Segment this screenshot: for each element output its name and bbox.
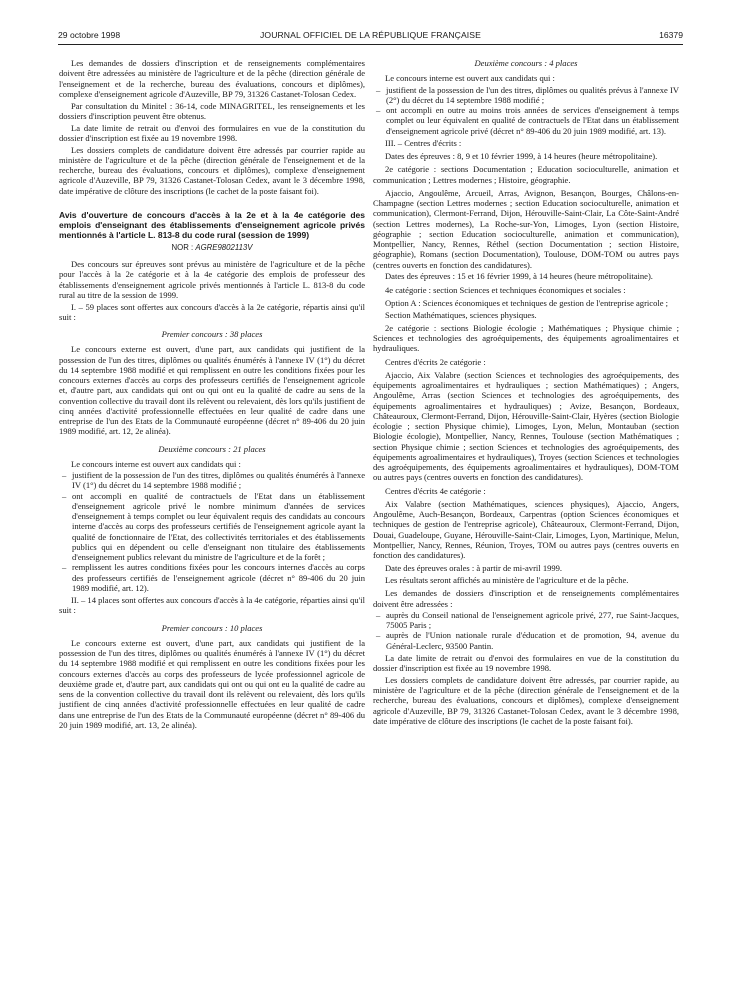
paragraph: Des concours sur épreuves sont prévus au ministère de l'agriculture et de la pêche pour l'accès à la 2e catégorie et à la 4e catégorie des emplois de professeur des établissements d'enseignement agricole privés mentionnés à l'article L. 813-8 du code rural au titre de la session de 1999. [59, 259, 365, 300]
paragraph: Option A : Sciences économiques et techniques de gestion de l'entreprise agricole ; [385, 297, 669, 308]
list-item: – justifient de la possession de l'un des titres, diplômes ou qualités prévus à l'annexe IV (2°) du décret du 14 septembre 1988 modifié ; [373, 85, 679, 106]
paragraph: Les dossiers complets de candidature doivent être adressés par courrier rapide au ministère de l'agriculture et de la pêche (direction générale de l'enseignement et de la recherche, bureau des évaluations, concours et diplômes), complexe d'enseignement agricole d'Auzeville, BP 79, 31326 Castanet-Tolosan Cedex, avant le 3 décembre 1998, date impérative de clôture des inscriptions (le cachet de la poste faisant foi). [59, 144, 365, 196]
paragraph: 2e catégorie : sections Documentation ; Education socioculturelle, animation et communication ; Lettres modernes ; Histoire, géographie. [373, 164, 679, 185]
paragraph: 4e catégorie : section Sciences et techniques économiques et sociales : [385, 284, 626, 295]
paragraph: Centres d'écrits 4e catégorie : [385, 485, 486, 496]
paragraph: II. – 14 places sont offertes aux concours d'accès à la 4e catégorie, réparties ainsi qu'il suit : [59, 595, 365, 616]
paragraph: Le concours interne est ouvert aux candidats qui : [385, 73, 555, 84]
paragraph: Les demandes de dossiers d'inscription et de renseignements complémentaires doivent être adressées au ministère de l'agriculture et de la pêche (direction générale de l'enseignement et de la recherche, bureau des évaluations, concours et diplômes), complexe d'enseignement agricole d'Auzeville, BP 79, 31326 Castanet-Tolosan Cedex. [59, 58, 365, 99]
header-rule [58, 44, 683, 45]
list-item: – auprès du Conseil national de l'enseignement agricole privé, 277, rue Saint-Jacques, 75005 Paris ; [373, 610, 679, 631]
list-item: – justifient de la possession de l'un des titres, diplômes ou qualités énumérés à l'annexe IV (1°) du décret du 14 septembre 1988 modifié ; [59, 470, 365, 491]
paragraph: Date des épreuves orales : à partir de mi-avril 1999. [385, 563, 563, 574]
left-column [59, 58, 365, 730]
right-column [373, 58, 679, 726]
subheading: Premier concours : 10 places [161, 622, 263, 633]
paragraph: La date limite de retrait ou d'envoi des formulaires en vue de la constitution du dossier d'inscription est fixée au 19 novembre 1998. [373, 652, 679, 673]
paragraph: Section Mathématiques, sciences physiques. [385, 309, 537, 320]
paragraph: Dates des épreuves : 8, 9 et 10 février 1999, à 14 heures (heure métropolitaine). [385, 151, 658, 161]
subheading: Premier concours : 38 places [161, 329, 263, 339]
list-item: – remplissent les autres conditions fixées pour les concours internes d'accès au corps des professeurs certifiés de l'enseignement agricole (décret n° 89-406 du 20 juin 1989 modifié, art. 12). [59, 562, 365, 593]
list-item: – ont accompli en outre au moins trois années de services d'enseignement à temps complet ou leur équivalent en qualité de contractuels de l'Etat dans un établissement d'enseignement agricole privé (décret n° 89-406 du 20 juin 1989 modifié, art. 13). [373, 105, 679, 136]
nor-label: NOR : [171, 242, 196, 252]
list-item: – ont accompli en qualité de contractuels de l'Etat dans un établissement d'enseignement agricole privé le nombre minimum d'années de services d'enseignement à temps complet ou leur équivalent requis des candidats au concours interne d'accès au corps des professeurs certifiés de l'enseignement agricole ayant la qualité de fonctionnaire de l'Etat, des collectivités territoriales et des établissements publics qui en dépendent ou celle d'enseignant non titulaire des établissements d'enseignement publics relevant du ministre de l'agriculture et de la forêt ; [59, 491, 365, 563]
paragraph: Le concours interne est ouvert aux candidats qui : [71, 458, 241, 469]
nor-code: AGRE9802113V [195, 242, 253, 252]
paragraph: 2e catégorie : sections Biologie écologie ; Mathématiques ; Physique chimie ; Sciences et technologies des agroéquipements, des équipements agroalimentaires et hydrauliques. [373, 322, 679, 354]
paragraph: Centres d'écrits 2e catégorie : [385, 356, 486, 367]
paragraph: Les dossiers complets de candidature doivent être adressés, par courrier rapide, au ministère de l'agriculture et de la pêche (direction générale de l'enseignement et de la recherche, bureau des évaluations, concours et diplômes), complexe d'enseignement agricole d'Auzeville, BP 79, 31326 Castanet-Tolosan Cedex, avant le 3 décembre 1998, date impérative de clôture des inscriptions (le cachet de la poste faisant foi). [373, 674, 679, 726]
header-title: JOURNAL OFFICIEL DE LA RÉPUBLIQUE FRANÇAISE [260, 30, 481, 40]
paragraph: Aix Valabre (section Mathématiques, sciences physiques), Ajaccio, Angers, Angoulême, Auch-Besançon, Bordeaux, Carpentras (option Sciences économiques et techniques de gestion de l'entreprise agricole), Châteauroux, Clermont-Ferrand, Dijon, Douai, Guadeloupe, Guyane, Hérouville-Saint-Clair, Limoges, Lyon, Martinique, Melun, Montpellier, Nancy, Rennes, Réunion, Troyes, TOM ou autres pays (centres ouverts en fonction des candidatures). [373, 498, 679, 560]
subheading: Deuxième concours : 4 places [474, 58, 578, 68]
paragraph: Dates des épreuves : 15 et 16 février 1999, à 14 heures (heure métropolitaine). [385, 271, 653, 282]
paragraph: Par consultation du Minitel : 36-14, code MINAGRITEL, les renseignements et les dossiers d'inscription peuvent être obtenus. [59, 100, 365, 121]
conditions-list [59, 470, 365, 593]
paragraph: Le concours externe est ouvert, d'une part, aux candidats qui justifient de la possession de l'un des titres, diplômes ou qualités énumérés à l'annexe IV (1°) du décret du 14 septembre 1988 modifié et qui remplissent en outre les conditions fixées pour les concours externes d'accès au corps des professeurs certifiés de l'enseignement agricole et, d'autre part, aux candidats qui ont ou qui ont eu la qualité de cadre au sens de la convention collective du travail dont ils relèvent ou relevaient, dès lors qu'ils justifient de cinq années d'activité professionnelle effectuées en leur qualité de cadre dans une entreprise de l'un des Etats de la Communauté européenne (décret n° 89-406 du 20 juin 1989 modifié, art. 12, 2e alinéa). [59, 344, 365, 437]
paragraph: Les résultats seront affichés au ministère de l'agriculture et de la pêche. [385, 575, 629, 585]
address-list [373, 610, 679, 651]
notice-heading: Avis d'ouverture de concours d'accès à la 2e et à la 4e catégorie des emplois d'enseignant des établissements d'enseignement agricole privés mentionnés à l'article L. 813-8 du code rural (session de 1999) [59, 209, 365, 240]
paragraph: I. – 59 places sont offertes aux concours d'accès à la 2e catégorie, répartis ainsi qu'il suit : [59, 301, 365, 322]
paragraph: Ajaccio, Aix Valabre (section Sciences et technologies des agroéquipements, des équipements agroalimentaires et hydrauliques ; section Mathématiques) ; Angers, Angoulême, Arras (section Sciences et technologies des agroéquipements, des équipements agroalimentaires et hydrauliques) ; Avize, Besançon, Bordeaux, Châteauroux, Clermont-Ferrand, Dijon, Hérouville-Saint-Clair, Hyères (section Biologie écologie ; section Physique chimie), Limoges, Lyon, Melun, Montauban (section Biologie écologie), Montpellier, Nancy, Rennes, Toulouse (section Mathématiques ; section Physique chimie ; section Sciences et technologies des agroéquipements, des équipements agroalimentaires et hydrauliques), Troyes (section Sciences et technologies des agroéquipements, des équipements agroalimentaires et hydrauliques), DOM-TOM ou autres pays (centres ouverts en fonction des candidatures). [373, 369, 679, 483]
paragraph: La date limite de retrait ou d'envoi des formulaires en vue de la constitution du dossier d'inscription est fixée au 19 novembre 1998. [59, 122, 365, 143]
header-date: 29 octobre 1998 [58, 30, 121, 40]
list-item: – auprès de l'Union nationale rurale d'éducation et de promotion, 94, avenue du Général-Leclerc, 93500 Pantin. [373, 630, 679, 651]
paragraph: III. – Centres d'écrits : [385, 137, 462, 148]
paragraph: Ajaccio, Angoulême, Arcueil, Arras, Avignon, Besançon, Bourges, Châlons-en-Champagne (section Lettres modernes ; section Education socioculturelle, animation et communication), Clermont-Ferrand, Dijon, Hérouville-Saint-Clair, La Côte-Saint-André (section Lettres modernes), La Roche-sur-Yon, Limoges, Lyon (section Histoire, géographie ; section Education socioculturelle, animation et communication), Montpellier, Nancy, Rennes, Réthel (section Documentation ; section Histoire, géographie), Romans (section Documentation), Toulouse, DOM-TOM ou autres pays (centres ouverts en fonction des candidatures). [373, 187, 679, 270]
header-page-number: 16379 [659, 30, 683, 40]
nor-reference [59, 243, 365, 253]
page-header [58, 30, 683, 44]
paragraph: Les demandes de dossiers d'inscription et de renseignements complémentaires doivent être adressées : [373, 588, 679, 609]
subheading: Deuxième concours : 21 places [158, 443, 266, 454]
conditions-list [373, 85, 679, 136]
paragraph: Le concours externe est ouvert, d'une part, aux candidats qui justifient de la possession de l'un des titres, diplômes ou qualités énumérés à l'annexe IV (1°) du décret du 14 septembre 1988 modifié et qui remplissent en outre les conditions fixées pour les concours externes d'accès au corps des professeurs de lycée professionnel agricole de deuxième grade et, d'autre part, aux candidats qui ont ou qui ont eu la qualité de cadre au sens de la convention collective du travail dont ils relèvent ou relevaient, dès lors qu'ils justifient de cinq années d'activité professionnelle effectuées en leur qualité de cadre dans une entreprise de l'un des Etats de la Communauté européenne (décret n° 89-406 du 20 juin 1989 modifié, art. 13, 2e alinéa). [59, 637, 365, 730]
